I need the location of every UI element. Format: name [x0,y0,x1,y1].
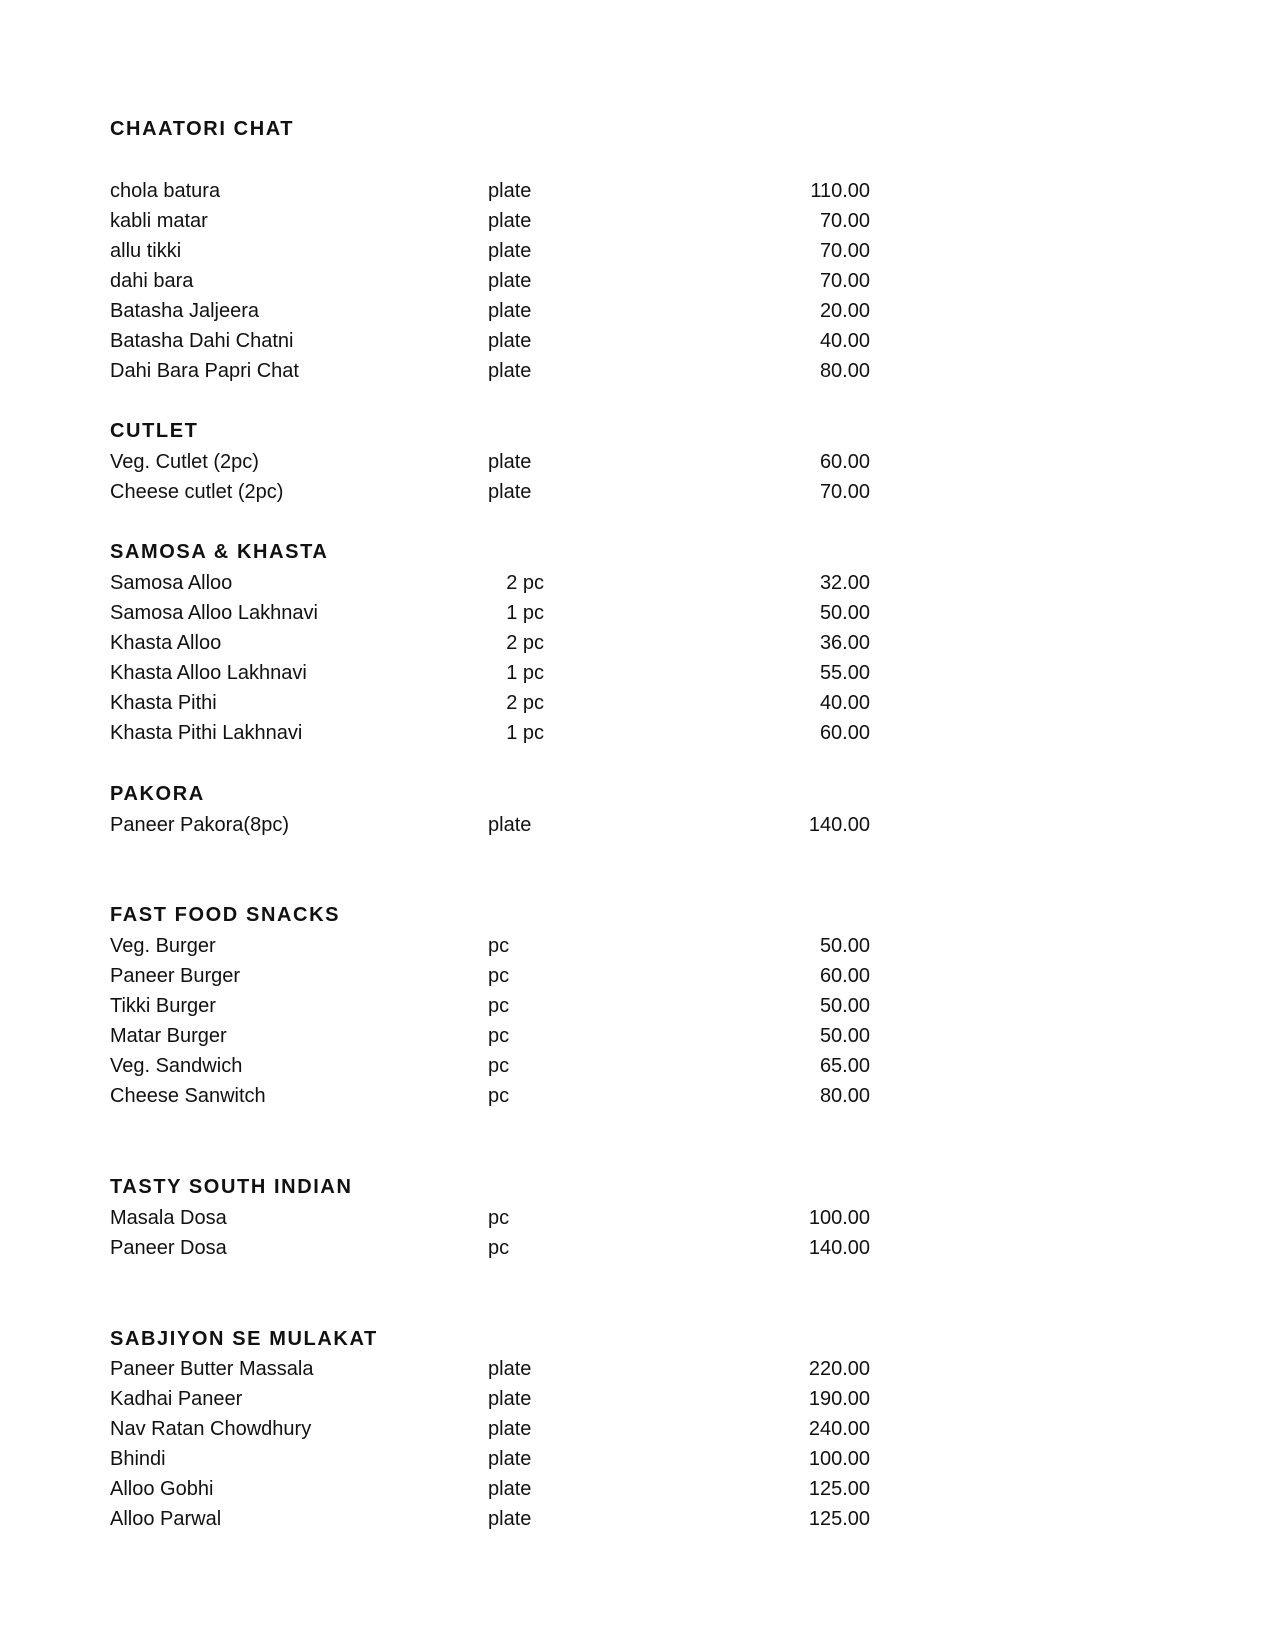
menu-item [110,1384,870,1414]
menu-item [110,1414,870,1444]
item-price: 100.00 [808,1448,870,1470]
item-price: 60.00 [819,965,870,987]
item-price: 80.00 [819,360,870,382]
item-unit: pc [488,995,510,1017]
section-title-cutlet: CUTLET [110,420,199,442]
item-name: Samosa Alloo [110,572,233,594]
item-price: 100.00 [808,1207,870,1229]
item-name: Tikki Burger [110,995,216,1017]
section-title-samosa-khasta: SAMOSA & KHASTA [110,541,329,563]
menu-item [110,206,870,236]
item-name: Veg. Sandwich [110,1055,243,1077]
item-unit: plate [488,814,532,836]
item-unit: plate [488,451,532,473]
item-price: 20.00 [819,300,870,322]
menu-item [110,1021,870,1051]
menu-item [110,1233,870,1263]
menu-item [110,447,870,477]
menu-item [110,266,870,296]
item-unit: plate [488,1478,532,1500]
item-name: dahi bara [110,270,194,292]
menu-item [110,236,870,266]
item-name: Batasha Jaljeera [110,300,259,322]
item-unit: plate [488,1418,532,1440]
menu-item [110,176,870,206]
item-price: 70.00 [819,240,870,262]
item-name: Paneer Dosa [110,1237,227,1259]
item-price: 190.00 [808,1388,870,1410]
item-name: chola batura [110,180,221,202]
item-unit: pc [488,1025,510,1047]
item-price: 40.00 [819,330,870,352]
item-name: Veg. Burger [110,935,216,957]
item-price: 40.00 [819,692,870,714]
item-name: Matar Burger [110,1025,227,1047]
item-name: Dahi Bara Papri Chat [110,360,299,382]
item-name: Samosa Alloo Lakhnavi [110,602,318,624]
item-name: Cheese cutlet (2pc) [110,481,284,503]
item-name: Khasta Alloo Lakhnavi [110,662,307,684]
item-name: kabli matar [110,210,208,232]
menu-item [110,356,870,386]
item-unit: plate [488,210,532,232]
item-price: 32.00 [819,572,870,594]
item-unit: plate [488,300,532,322]
item-unit: plate [488,180,532,202]
item-price: 125.00 [808,1508,870,1530]
menu-item [110,1474,870,1504]
menu-item [110,628,870,658]
item-name: Masala Dosa [110,1207,227,1229]
menu-item [110,1504,870,1534]
section-title-pakora: PAKORA [110,783,205,805]
item-unit: plate [488,1508,532,1530]
menu-item [110,688,870,718]
section-title-chaatori-chat: CHAATORI CHAT [110,118,295,140]
menu-item [110,598,870,628]
item-unit: 2 pc [506,632,544,654]
item-price: 110.00 [810,180,870,202]
item-name: Batasha Dahi Chatni [110,330,294,352]
item-name: Kadhai Paneer [110,1388,243,1410]
item-price: 65.00 [819,1055,870,1077]
item-unit: 1 pc [506,722,544,744]
item-price: 55.00 [819,662,870,684]
item-unit: pc [488,935,510,957]
menu-item [110,477,870,507]
menu-item [110,326,870,356]
item-name: Nav Ratan Chowdhury [110,1418,312,1440]
item-price: 125.00 [808,1478,870,1500]
item-name: Paneer Pakora(8pc) [110,814,289,836]
item-unit: pc [488,1055,510,1077]
item-price: 140.00 [808,1237,870,1259]
item-price: 80.00 [819,1085,870,1107]
item-unit: pc [488,1085,510,1107]
item-price: 140.00 [808,814,870,836]
item-name: Khasta Alloo [110,632,222,654]
item-price: 70.00 [819,270,870,292]
menu-item [110,991,870,1021]
item-unit: plate [488,240,532,262]
item-unit: plate [488,330,532,352]
item-price: 240.00 [808,1418,870,1440]
item-price: 70.00 [819,481,870,503]
item-unit: 2 pc [506,572,544,594]
item-unit: 2 pc [506,692,544,714]
item-unit: plate [488,1448,532,1470]
item-name: allu tikki [110,240,182,262]
item-name: Paneer Butter Massala [110,1358,314,1380]
item-unit: plate [488,360,532,382]
item-unit: pc [488,1207,510,1229]
menu-item [110,810,870,840]
item-price: 50.00 [819,1025,870,1047]
menu-item [110,1354,870,1384]
item-name: Cheese Sanwitch [110,1085,266,1107]
menu-item [110,568,870,598]
section-title-tasty-south-indian: TASTY SOUTH INDIAN [110,1176,353,1198]
menu-item [110,1051,870,1081]
item-unit: plate [488,481,532,503]
menu-item [110,296,870,326]
menu-item [110,1203,870,1233]
item-price: 50.00 [819,935,870,957]
item-name: Alloo Parwal [110,1508,222,1530]
item-name: Khasta Pithi Lakhnavi [110,722,303,744]
item-unit: pc [488,1237,510,1259]
menu-item [110,658,870,688]
item-name: Khasta Pithi [110,692,217,714]
item-unit: pc [488,965,510,987]
menu-item [110,718,870,748]
item-name: Bhindi [110,1448,166,1470]
item-unit: plate [488,270,532,292]
menu-item [110,1444,870,1474]
item-unit: plate [488,1388,532,1410]
item-unit: plate [488,1358,532,1380]
item-price: 60.00 [819,451,870,473]
menu-item [110,931,870,961]
item-unit: 1 pc [506,662,544,684]
item-name: Alloo Gobhi [110,1478,214,1500]
item-price: 70.00 [819,210,870,232]
section-title-sabjiyon-se-mulakat: SABJIYON SE MULAKAT [110,1328,378,1350]
item-price: 220.00 [808,1358,870,1380]
menu-item [110,961,870,991]
item-price: 50.00 [819,995,870,1017]
item-price: 50.00 [819,602,870,624]
item-price: 36.00 [819,632,870,654]
menu-item [110,1081,870,1111]
item-unit: 1 pc [506,602,544,624]
item-name: Veg. Cutlet (2pc) [110,451,259,473]
item-name: Paneer Burger [110,965,241,987]
section-title-fast-food-snacks: FAST FOOD SNACKS [110,904,341,926]
item-price: 60.00 [819,722,870,744]
